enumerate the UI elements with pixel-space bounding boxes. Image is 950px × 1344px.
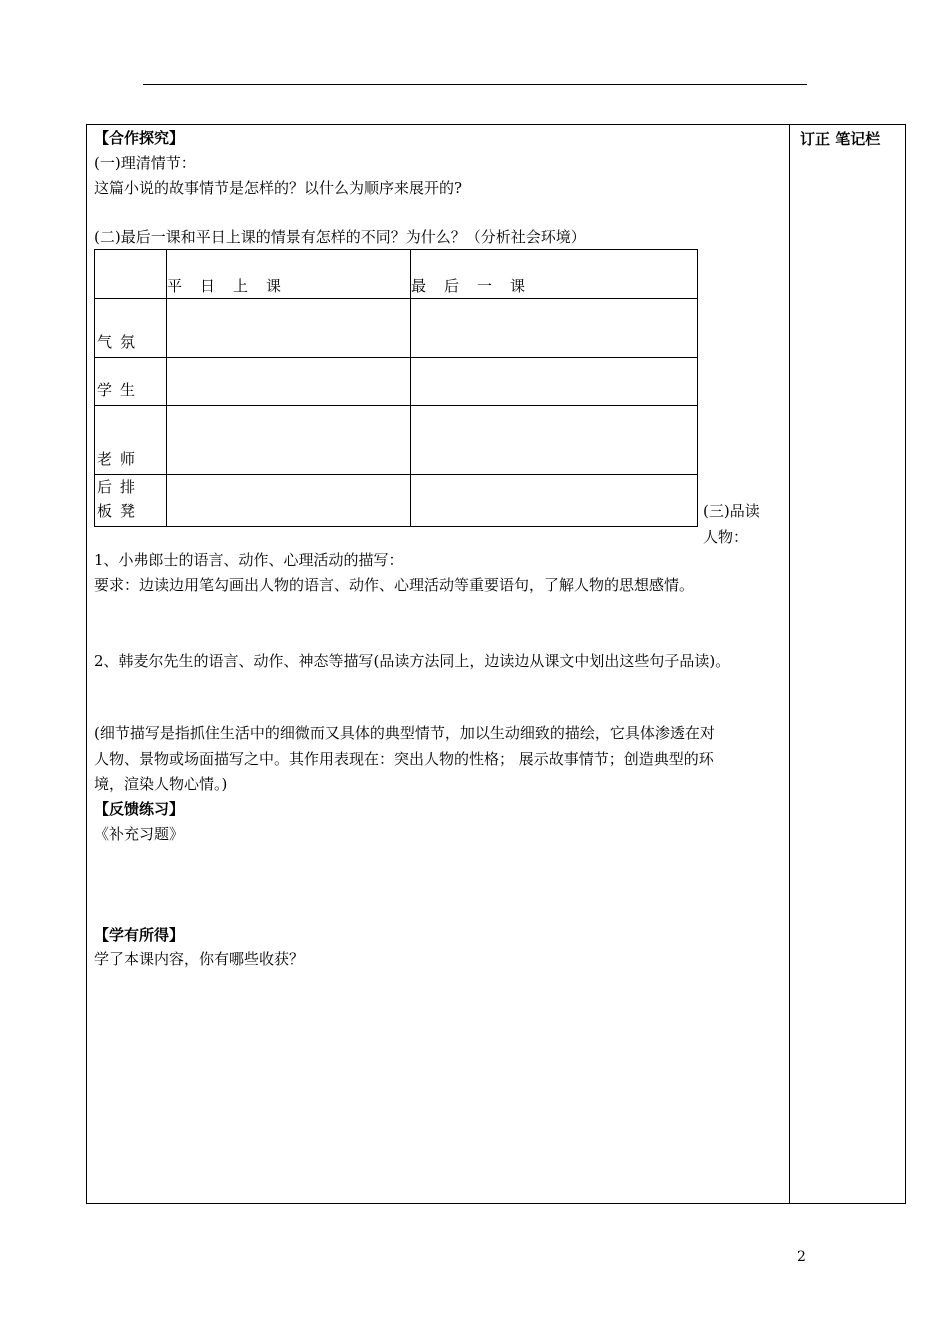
cell-students-last[interactable] [411, 358, 698, 406]
row-label-back-bench-line2: 板凳 [97, 502, 144, 520]
table-row [95, 358, 698, 406]
page-number: 2 [797, 1249, 806, 1265]
cooperative-inquiry-heading: 【合作探究】 [94, 129, 185, 147]
cell-bench-last[interactable] [411, 475, 698, 527]
part3-label-line1: (三)品读 [703, 502, 760, 520]
part3-label-line2: 人物： [703, 528, 749, 546]
table-corner-cell [95, 250, 167, 299]
cell-atmosphere-last[interactable] [411, 299, 698, 358]
table-row [95, 475, 698, 527]
header-rule [143, 84, 807, 85]
feedback-item: 《补充习题》 [94, 825, 185, 843]
detail-note-line1: (细节描写是指抓住生活中的细微而又具体的典型情节，加以生动细致的描绘，它具体渗透在对 [94, 724, 715, 742]
cell-atmosphere-normal[interactable] [167, 299, 411, 358]
character-item-1: 1、小弗郎士的语言、动作、心理活动的描写： [94, 551, 404, 569]
comparison-table [94, 249, 698, 527]
table-row [95, 406, 698, 475]
cell-teacher-last[interactable] [411, 406, 698, 475]
character-item-2: 2、韩麦尔先生的语言、动作、神态等描写(品读方法同上，边读边从课文中划出这些句子品读)。 [94, 652, 731, 670]
column-last-class: 最后一课 [411, 250, 698, 299]
gains-heading: 【学有所得】 [94, 926, 185, 944]
part1-question: 这篇小说的故事情节是怎样的？以什么为顺序来展开的? [94, 179, 463, 197]
feedback-heading: 【反馈练习】 [94, 800, 185, 818]
table-row [95, 299, 698, 358]
row-label-back-bench [95, 475, 167, 527]
gains-question: 学了本课内容，你有哪些收获？ [94, 950, 305, 968]
notes-column-title: 订正 笔记栏 [800, 130, 881, 148]
row-label-students: 学生 [95, 358, 167, 406]
part1-label: (一)理清情节： [94, 154, 196, 172]
cell-students-normal[interactable] [167, 358, 411, 406]
table-header-row [95, 250, 698, 299]
cell-teacher-normal[interactable] [167, 406, 411, 475]
column-normal-class: 平日上课 [167, 250, 411, 299]
part2-label: (二)最后一课和平日上课的情景有怎样的不同？为什么？（分析社会环境） [94, 228, 586, 246]
cell-bench-normal[interactable] [167, 475, 411, 527]
row-label-teacher: 老师 [95, 406, 167, 475]
detail-note-line3: 境，渲染人物心情。) [94, 775, 228, 793]
row-label-atmosphere: 气氛 [95, 299, 167, 358]
notes-column-divider [789, 124, 790, 1204]
character-item-1-requirement: 要求：边读边用笔勾画出人物的语言、动作、心理活动等重要语句，了解人物的思想感情。 [94, 576, 695, 594]
detail-note-line2: 人物、景物或场面描写之中。其作用表现在：突出人物的性格； 展示故事情节；创造典型的环 [94, 750, 714, 768]
row-label-back-bench-line1: 后排 [97, 478, 144, 496]
